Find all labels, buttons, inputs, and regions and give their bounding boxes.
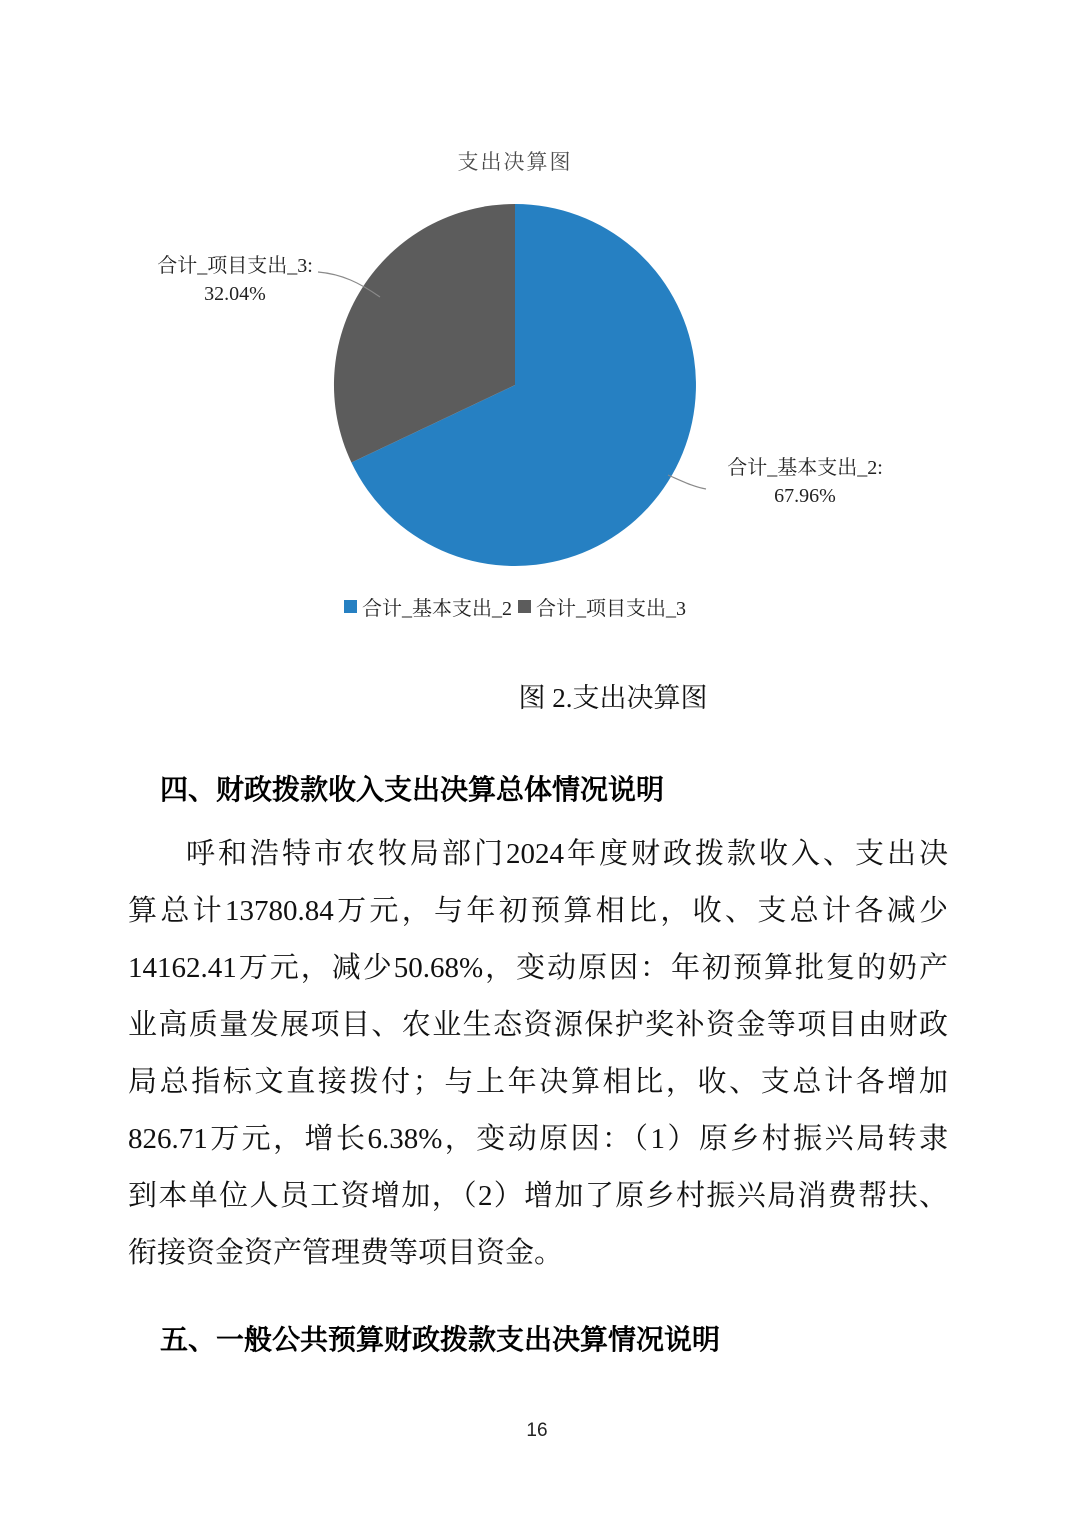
paragraph-line: 算总计13780.84万元，与年初预算相比，收、支总计各减少 (128, 895, 948, 927)
page-number: 16 (526, 1420, 548, 1441)
paragraph-line: 衔接资金资产管理费等项目资金。 (128, 1237, 564, 1269)
paragraph-line: 到本单位人员工资增加，（2）增加了原乡村振兴局消费帮扶、 (128, 1180, 948, 1212)
paragraph-line: 业高质量发展项目、农业生态资源保护奖补资金等项目由财政 (128, 1009, 948, 1041)
paragraph-line: 826.71万元，增长6.38%，变动原因：（1）原乡村振兴局转隶 (128, 1123, 948, 1155)
legend-label: 合计_项目支出_3 (536, 598, 686, 620)
figure-caption: 图 2.支出决算图 (518, 683, 708, 713)
pie-label-basic-expenditure (680, 454, 930, 510)
legend-item-basic-expenditure (344, 592, 512, 621)
pie-label-basic-name: 合计_基本支出_2: (727, 457, 883, 479)
legend-swatch-blue-icon (344, 600, 357, 613)
pie-label-project-name: 合计_项目支出_3: (157, 255, 313, 277)
chart-legend (0, 592, 1030, 621)
section-heading-5: 五、一般公共预算财政拨款支出决算情况说明 (160, 1324, 721, 1355)
legend-swatch-gray-icon (518, 600, 531, 613)
pie-label-project-expenditure (118, 252, 352, 308)
paragraph-line: 局总指标文直接拨付；与上年决算相比，收、支总计各增加 (128, 1066, 948, 1098)
chart-title: 支出决算图 (457, 150, 573, 174)
pie-label-basic-percent: 67.96% (774, 485, 836, 507)
pie-label-project-percent: 32.04% (204, 283, 266, 305)
section-heading-4: 四、财政拨款收入支出决算总体情况说明 (160, 774, 665, 805)
paragraph-line: 呼和浩特市农牧局部门2024年度财政拨款收入、支出决 (186, 838, 948, 870)
body-paragraph (128, 826, 948, 1282)
paragraph-line: 14162.41万元，减少50.68%，变动原因：年初预算批复的奶产 (128, 952, 948, 984)
legend-label: 合计_基本支出_2 (362, 598, 512, 620)
pie-chart (0, 0, 1074, 640)
legend-item-project-expenditure (518, 592, 686, 621)
